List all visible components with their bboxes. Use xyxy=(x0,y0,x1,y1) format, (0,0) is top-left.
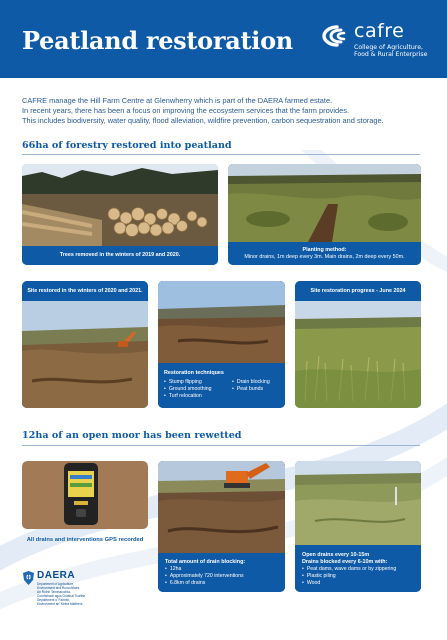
list-item: • 12ha xyxy=(165,566,278,573)
daera-line: Environment and Rural Affairs xyxy=(37,585,80,590)
intro-line: This includes biodiversity, water quality, flood alleviation, wildfire prevention, carbon sequestration and storage. xyxy=(22,116,384,125)
list-item: • Plastic piling xyxy=(302,573,414,580)
photo-card-restoration-techniques xyxy=(158,281,285,408)
open-drains-panel xyxy=(295,545,421,592)
photo-card-open-drains xyxy=(295,461,421,592)
logo-sub-line-2: Food & Rural Enterprise xyxy=(354,51,428,59)
daera-line: Department of Agriculture, xyxy=(37,582,75,586)
techniques-list-left xyxy=(164,379,224,401)
photo-restored-site xyxy=(22,301,148,408)
list-item: • Approximately 720 interventions xyxy=(165,573,278,580)
open-drains-line1: Open drains every 10-15m xyxy=(302,552,370,558)
photo-card-progress xyxy=(295,281,421,408)
techniques-panel xyxy=(158,363,285,408)
techniques-title: Restoration techniques xyxy=(164,370,224,376)
list-item: • Stump flipping xyxy=(164,379,224,386)
photo-open-moor xyxy=(295,461,421,545)
photo-card-drain-blocking xyxy=(158,461,285,592)
section-heading-forestry: 66ha of forestry restored into peatland xyxy=(22,140,232,151)
drain-blocking-panel xyxy=(158,553,285,592)
logo-subtitle xyxy=(354,44,427,59)
caption-planting-method xyxy=(228,242,421,265)
photo-regrowth xyxy=(295,301,421,408)
photo-gps-device xyxy=(22,461,148,529)
list-item: • Ground smoothing xyxy=(164,386,224,393)
drain-blocking-title: Total amount of drain blocking: xyxy=(165,559,246,565)
caption-site-restored: Site restored in the winters of 2020 and 2021. xyxy=(22,281,148,301)
list-item: • Turf relocation xyxy=(164,393,224,400)
daera-word: DAERA xyxy=(37,570,76,581)
cafre-logo-icon xyxy=(322,24,352,48)
list-item: • Peat dams, wave dams or by zippering xyxy=(302,566,414,573)
caption-gps: All drains and interventions GPS recorded xyxy=(26,537,144,543)
caption-title: Planting method: xyxy=(302,247,347,253)
daera-lines xyxy=(37,583,85,606)
intro-paragraph xyxy=(22,96,434,126)
logo-sub-line-1: College of Agriculture, xyxy=(354,44,423,51)
photo-drains-landscape xyxy=(228,164,421,242)
drain-blocking-list xyxy=(165,566,278,588)
intro-line: CAFRE manage the Hill Farm Centre at Glenwherry which is part of the DAERA farmed estate. xyxy=(22,96,333,105)
open-drains-line2: Drains blocked every 6-10m with: xyxy=(302,559,388,565)
page-title: Peatland restoration xyxy=(22,26,293,55)
caption-body: Minor drains, 1m deep every 3m. Main drains, 2m deep every 50m. xyxy=(244,254,405,260)
section-heading-moor: 12ha of an open moor has been rewetted xyxy=(22,430,242,441)
techniques-list-right xyxy=(232,379,270,401)
daera-line: Depairtment o' Fairmin, xyxy=(37,597,71,602)
daera-logo xyxy=(22,570,92,625)
daera-line: An Roinn Talmhaíochta, xyxy=(37,589,71,594)
photo-felled-timber xyxy=(22,164,218,246)
list-item: • Peat bunds xyxy=(232,386,270,393)
section-divider xyxy=(22,445,420,446)
cafre-logo xyxy=(322,22,434,62)
header-banner xyxy=(0,0,447,78)
photo-card-gps xyxy=(22,461,148,551)
section-divider xyxy=(22,154,420,155)
logo-word: cafre xyxy=(354,20,405,42)
photo-card-planting-method xyxy=(228,164,421,265)
list-item: • Drain blocking xyxy=(232,379,270,386)
daera-crest-icon xyxy=(22,570,35,586)
photo-excavator-works xyxy=(158,461,285,553)
list-item: • Wood xyxy=(302,580,414,587)
caption-text: Trees removed in the winters of 2019 and 2020. xyxy=(59,252,181,258)
photo-card-trees-removed xyxy=(22,164,218,265)
open-drains-list xyxy=(302,566,414,588)
photo-restoration-works xyxy=(158,281,285,363)
list-item: • 6.8km of drains xyxy=(165,580,278,587)
photo-card-site-restored xyxy=(22,281,148,408)
caption-progress: Site restoration progress - June 2024 xyxy=(295,281,421,301)
caption-trees-removed xyxy=(22,246,218,265)
daera-line: Comhshaoil agus Gnóthaí Tuaithe xyxy=(37,593,86,598)
intro-line: In recent years, there has been a focus on improving the ecosystem services that the farm provides. xyxy=(22,106,349,115)
daera-line: Environment an' Kintra Matthers xyxy=(37,601,83,606)
